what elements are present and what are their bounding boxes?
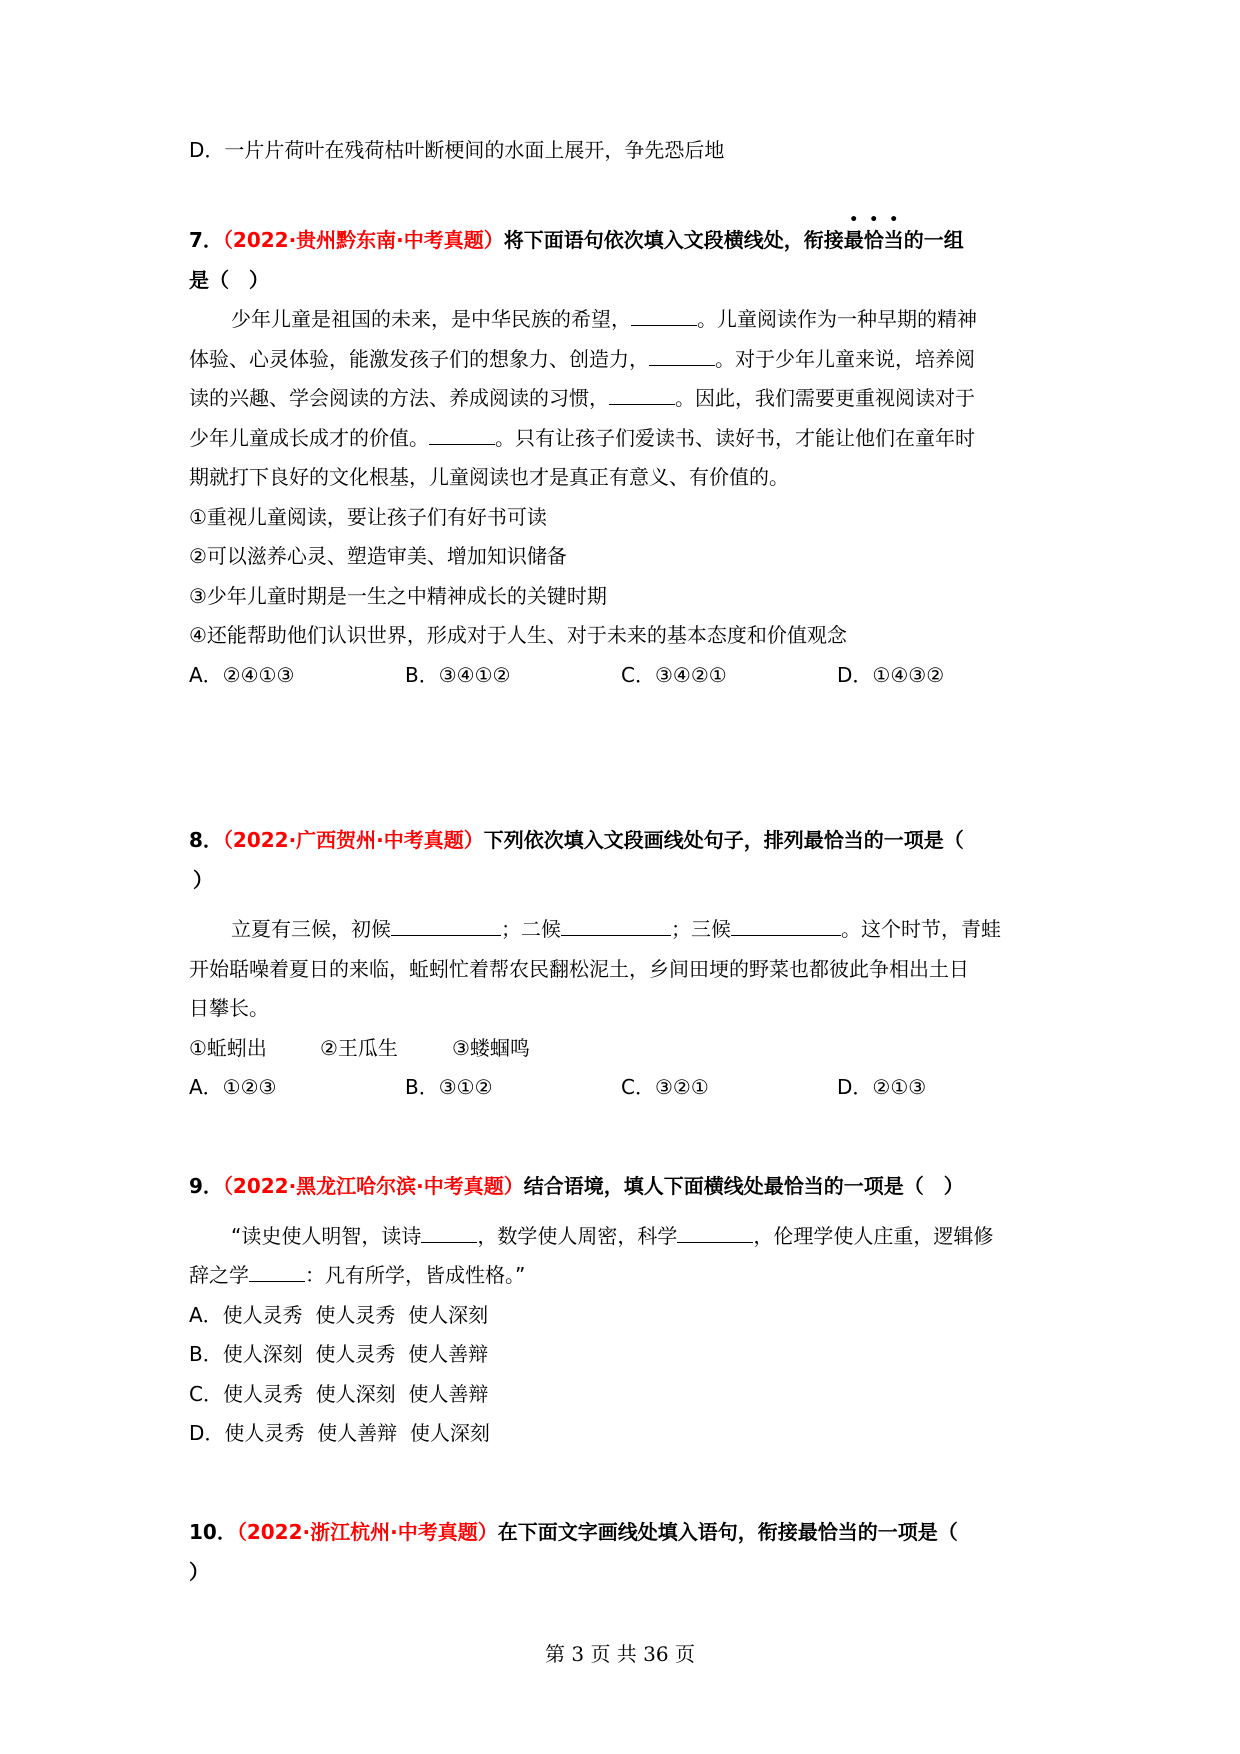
q9-passage-line: 辞之学 ：凡有所学，皆成性格。” — [189, 1263, 526, 1287]
q8-option-c: C．③②① — [621, 1075, 709, 1099]
q8-option-d: D．②①③ — [837, 1075, 927, 1099]
q8-item: ①蚯蚓出 — [189, 1036, 267, 1060]
fill-blank — [677, 1222, 753, 1243]
q8-passage-line: 日攀长。 — [189, 996, 269, 1020]
q10-stem-line2: ） — [189, 1560, 209, 1584]
emphasis-dot-icon: • — [869, 212, 879, 228]
q9-option-b: B．使人深刻 使人灵秀 使人善辩 — [189, 1342, 489, 1366]
q9-option-a: A．使人灵秀 使人灵秀 使人深刻 — [189, 1303, 489, 1327]
fill-blank — [561, 915, 671, 936]
q10-stem-text: 在下面文字画线处填入语句，衔接最恰当的一项是（ — [497, 1520, 958, 1544]
q7-passage-line: 期就打下良好的文化根基，儿童阅读也才是真正有意义、有价值的。 — [189, 465, 789, 489]
fill-blank — [391, 915, 501, 936]
fill-blank — [429, 424, 495, 445]
q8-option-b: B．③①② — [405, 1075, 493, 1099]
q8-item: ②王瓜生 — [320, 1036, 398, 1060]
q9-option-c: C．使人灵秀 使人深刻 使人善辩 — [189, 1382, 489, 1406]
q9-stem-line1 — [189, 1172, 964, 1200]
q10-stem-line1 — [189, 1518, 958, 1546]
fill-blank — [609, 384, 675, 405]
emphasis-char: 恰 • — [863, 212, 884, 252]
fill-blank — [649, 345, 715, 366]
q7-stem-line1: 7．（2022·贵州黔东南·中考真题）将下面语句依次填入文段横线处，衔接最 • 恰 • 当 • 的一组 — [189, 212, 964, 252]
q9-option-d: D．使人灵秀 使人善辩 使人深刻 — [189, 1421, 490, 1445]
q7-sentence: ②可以滋养心灵、塑造审美、增加知识储备 — [189, 544, 567, 568]
q7-passage-line: 读的兴趣、学会阅读的方法、养成阅读的习惯， 。因此，我们需要更重视阅读对于 — [189, 386, 975, 410]
q8-item: ③蝼蝈鸣 — [452, 1036, 530, 1060]
q7-stem-text: 将下面语句依次填入文段横线处，衔接 — [503, 228, 844, 252]
q8-stem-line2: ） — [193, 868, 213, 892]
q10-number: 10． — [189, 1520, 237, 1544]
q8-passage-line: 开始聒噪着夏日的来临，蚯蚓忙着帮农民翻松泥土，乡间田埂的野菜也都彼此争相出土日 — [189, 957, 969, 981]
q9-number: 9． — [189, 1174, 223, 1198]
fill-blank — [421, 1222, 477, 1243]
emphasis-dot-icon: • — [889, 212, 899, 228]
q8-option-a: A．①②③ — [189, 1075, 277, 1099]
emphasis-dot-icon: • — [849, 212, 859, 228]
emphasis-char: 最 • — [843, 212, 864, 252]
q7-option-c: C．③④②① — [621, 663, 727, 687]
q7-sentence: ④还能帮助他们认识世界，形成对于人生、对于未来的基本态度和价值观念 — [189, 623, 847, 647]
q7-sentence: ①重视儿童阅读，要让孩子们有好书可读 — [189, 505, 547, 529]
q8-source: （2022·广西贺州·中考真题） — [222, 828, 484, 852]
q8-number: 8． — [189, 828, 223, 852]
fill-blank — [631, 305, 697, 326]
q9-stem-text: 结合语境，填人下面横线处最恰当的一项是（ ） — [523, 1174, 964, 1198]
q10-source: （2022·浙江杭州·中考真题） — [236, 1520, 498, 1544]
q8-stem-line1 — [189, 826, 964, 854]
q7-passage-line: 体验、心灵体验，能激发孩子们的想象力、创造力， 。对于少年儿童来说，培养阅 — [189, 347, 975, 371]
q7-source: （2022·贵州黔东南·中考真题） — [222, 228, 504, 252]
q7-option-b: B．③④①② — [405, 663, 511, 687]
fill-blank — [249, 1261, 305, 1282]
q7-option-d: D．①④③② — [837, 663, 945, 687]
fill-blank — [731, 915, 841, 936]
q7-stem-line2: 是（ ） — [189, 268, 269, 292]
prev-option-d: D．一片片荷叶在残荷枯叶断梗间的水面上展开，争先恐后地 — [189, 138, 725, 162]
q7-passage-line: 少年儿童是祖国的未来，是中华民族的希望， 。儿童阅读作为一种早期的精神 — [231, 307, 977, 331]
q7-option-a: A．②④①③ — [189, 663, 295, 687]
page-number-footer: 第 3 页 共 36 页 — [545, 1642, 695, 1666]
q8-stem-text: 下列依次填入文段画线处句子，排列最恰当的一项是（ — [483, 828, 964, 852]
q9-source: （2022·黑龙江哈尔滨·中考真题） — [222, 1174, 524, 1198]
q7-number: 7． — [189, 228, 223, 252]
q7-passage-line: 少年儿童成长成才的价值。 。只有让孩子们爱读书、读好书，才能让他们在童年时 — [189, 426, 975, 450]
emphasis-char: 当 • — [883, 212, 904, 252]
q8-passage-line: 立夏有三候，初候 ；二候 ；三候 。这个时节，青蛙 — [231, 917, 1001, 941]
q7-sentence: ③少年儿童时期是一生之中精神成长的关键时期 — [189, 584, 607, 608]
q9-passage-line: “读史使人明智，读诗 ，数学使人周密，科学 ，伦理学使人庄重，逻辑修 — [231, 1224, 994, 1248]
